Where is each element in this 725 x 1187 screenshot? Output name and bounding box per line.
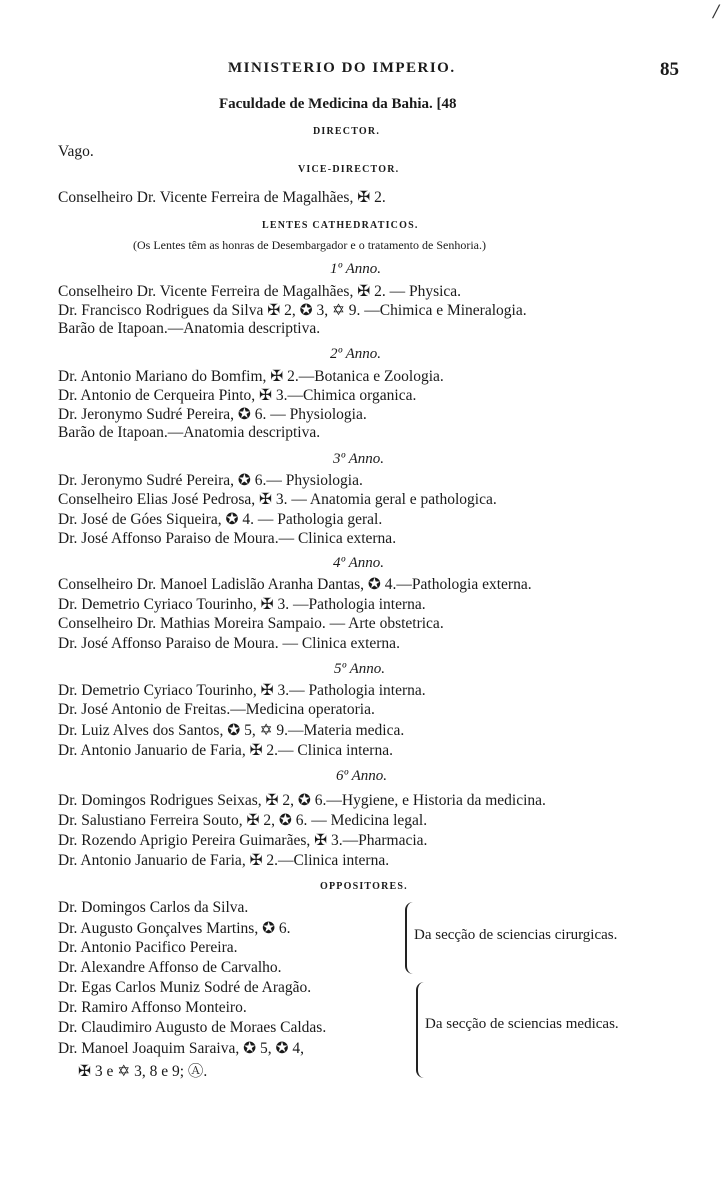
surgical-brace (405, 902, 413, 974)
oppositor-line: Dr. Claudimiro Augusto de Moraes Caldas. (58, 1019, 327, 1036)
year-heading: 4º Anno. (333, 555, 385, 571)
lentes-note: (Os Lentes têm as honras de Desembargador e o tratamento de Senhoria.) (133, 238, 486, 252)
faculty-line: Dr. José Affonso Paraiso de Moura. — Clinica externa. (58, 635, 400, 652)
faculty-line: Barão de Itapoan.—Anatomia descriptiva. (58, 320, 321, 337)
oppositor-line: Dr. Domingos Carlos da Silva. (58, 899, 249, 916)
faculty-line: Dr. Jeronymo Sudré Pereira, ✪ 6. — Physiologia. (58, 406, 367, 423)
faculty-line: Dr. José Affonso Paraiso de Moura.— Clinica externa. (58, 530, 397, 547)
oppositor-line: ✠ 3 e ✡ 3, 8 e 9; Ⓐ. (78, 1063, 208, 1080)
faculty-line: Conselheiro Elias José Pedrosa, ✠ 3. — Anatomia geral e pathologica. (58, 491, 497, 508)
faculty-line: Dr. Luiz Alves dos Santos, ✪ 5, ✡ 9.—Materia medica. (58, 722, 405, 739)
faculty-line: Dr. Antonio Januario de Faria, ✠ 2.—Clinica interna. (58, 852, 390, 869)
oppositor-line: Dr. Egas Carlos Muniz Sodré de Aragão. (58, 979, 312, 996)
faculty-line: Conselheiro Dr. Mathias Moreira Sampaio. — Arte obstetrica. (58, 615, 444, 632)
running-head: MINISTERIO DO IMPERIO. (228, 60, 456, 76)
oppositor-line: Dr. Alexandre Affonso de Carvalho. (58, 959, 282, 976)
oppositores-heading: OPPOSITORES. (320, 881, 408, 892)
year-heading: 5º Anno. (334, 661, 386, 677)
surgical-section-label: Da secção de sciencias cirurgicas. (414, 927, 618, 943)
oppositor-line: Dr. Antonio Pacifico Pereira. (58, 939, 238, 956)
faculty-line: Conselheiro Dr. Manoel Ladislão Aranha Dantas, ✪ 4.—Pathologia externa. (58, 576, 532, 593)
faculty-line: Dr. Demetrio Cyriaco Tourinho, ✠ 3. —Pathologia interna. (58, 596, 426, 613)
year-heading: 2º Anno. (330, 346, 382, 362)
faculty-line: Dr. Antonio de Cerqueira Pinto, ✠ 3.—Chimica organica. (58, 387, 417, 404)
medical-brace (416, 982, 424, 1078)
corner-mark: / (713, 2, 719, 22)
oppositor-line: Dr. Manoel Joaquim Saraiva, ✪ 5, ✪ 4, (58, 1040, 304, 1057)
lentes-heading: LENTES CATHEDRATICOS. (262, 220, 419, 231)
vice-director-value: Conselheiro Dr. Vicente Ferreira de Magalhães, ✠ 2. (58, 189, 386, 206)
faculty-line: Dr. José Antonio de Freitas.—Medicina operatoria. (58, 701, 375, 718)
director-heading: DIRECTOR. (313, 126, 381, 137)
faculty-line: Dr. Rozendo Aprigio Pereira Guimarães, ✠ 3.—Pharmacia. (58, 832, 428, 849)
medical-section-label: Da secção de sciencias medicas. (425, 1016, 619, 1032)
faculty-line: Barão de Itapoan.—Anatomia descriptiva. (58, 424, 321, 441)
year-heading: 3º Anno. (333, 451, 385, 467)
year-heading: 1º Anno. (330, 261, 382, 277)
faculty-line: Dr. Salustiano Ferreira Souto, ✠ 2, ✪ 6. — Medicina legal. (58, 812, 428, 829)
faculty-line: Dr. Domingos Rodrigues Seixas, ✠ 2, ✪ 6.—Hygiene, e Historia da medicina. (58, 792, 546, 809)
year-heading: 6º Anno. (336, 768, 388, 784)
oppositor-line: Dr. Ramiro Affonso Monteiro. (58, 999, 247, 1016)
section-heading: Faculdade de Medicina da Bahia. [48 (219, 96, 457, 112)
director-value: Vago. (58, 143, 94, 160)
faculty-line: Dr. Antonio Mariano do Bomfim, ✠ 2.—Botanica e Zoologia. (58, 368, 444, 385)
faculty-line: Conselheiro Dr. Vicente Ferreira de Magalhães, ✠ 2. — Physica. (58, 283, 462, 300)
page-number: 85 (660, 59, 679, 80)
faculty-line: Dr. Antonio Januario de Faria, ✠ 2.— Clinica interna. (58, 742, 393, 759)
faculty-line: Dr. Demetrio Cyriaco Tourinho, ✠ 3.— Pathologia interna. (58, 682, 426, 699)
faculty-line: Dr. Jeronymo Sudré Pereira, ✪ 6.— Physiologia. (58, 472, 363, 489)
faculty-line: Dr. Francisco Rodrigues da Silva ✠ 2, ✪ 3, ✡ 9. —Chimica e Mineralogia. (58, 302, 527, 319)
faculty-line: Dr. José de Góes Siqueira, ✪ 4. — Pathologia geral. (58, 511, 383, 528)
vice-director-heading: VICE-DIRECTOR. (298, 164, 400, 175)
oppositor-line: Dr. Augusto Gonçalves Martins, ✪ 6. (58, 920, 291, 937)
